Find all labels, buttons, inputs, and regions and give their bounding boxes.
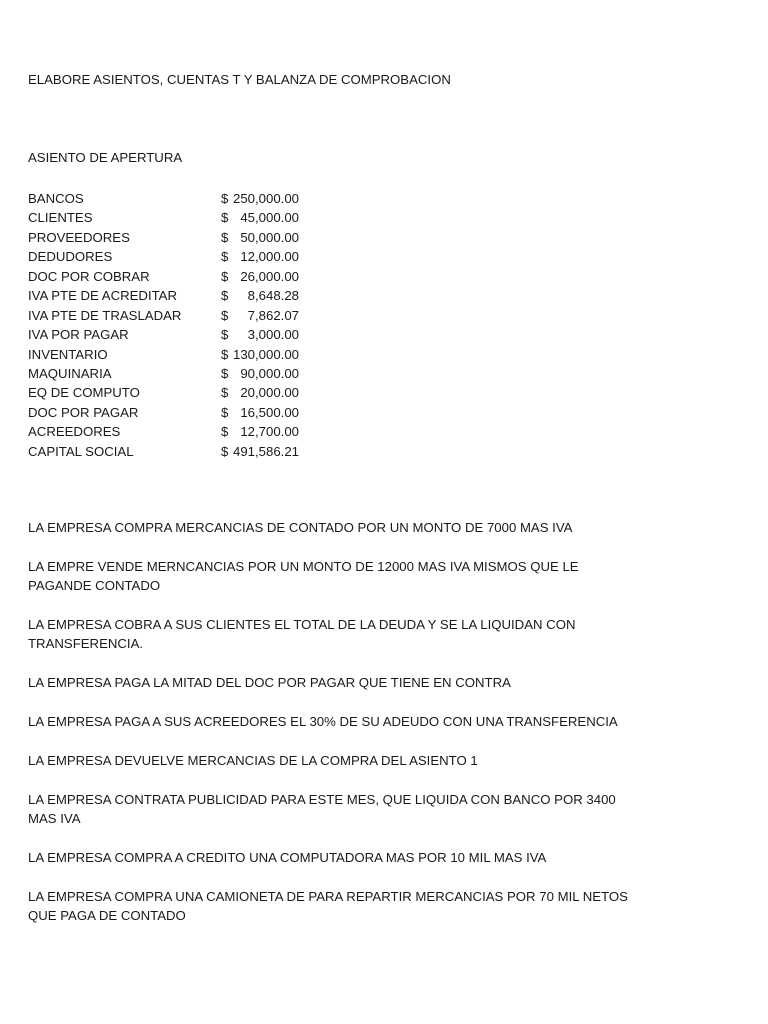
account-name: DOC POR PAGAR	[28, 404, 139, 420]
currency-symbol: $	[221, 327, 229, 343]
account-amount: 45,000.00	[240, 210, 299, 226]
currency-symbol: $	[221, 365, 229, 381]
list-item	[28, 267, 300, 286]
account-name: EQ DE COMPUTO	[28, 385, 140, 401]
list-item	[28, 345, 300, 364]
currency-symbol: $	[221, 346, 229, 362]
account-name: DEDUDORES	[28, 249, 113, 265]
exercise-statement: LA EMPRESA COMPRA UNA CAMIONETA DE PARA REPARTIR MERCANCIAS POR 70 MIL NETOS QUE PAGA DE CONTADO	[28, 888, 628, 923]
account-amount: 20,000.00	[240, 385, 299, 401]
list-item	[28, 364, 300, 383]
exercise-statement: LA EMPRESA COBRA A SUS CLIENTES EL TOTAL DE LA DEUDA Y SE LA LIQUIDAN CON TRANSFERENCIA.	[28, 617, 576, 652]
account-amount: 26,000.00	[240, 268, 299, 284]
account-amount: 130,000.00	[232, 346, 299, 362]
list-item	[28, 403, 300, 422]
account-amount: 12,700.00	[240, 424, 299, 440]
exercise-statement: LA EMPRESA PAGA A SUS ACREEDORES EL 30% DE SU ADEUDO CON UNA TRANSFERENCIA	[28, 714, 618, 729]
account-name: INVENTARIO	[28, 346, 108, 362]
exercise-statement: LA EMPRESA DEVUELVE MERCANCIAS DE LA COMPRA DEL ASIENTO 1	[28, 752, 478, 768]
account-amount: 491,586.21	[232, 443, 299, 459]
account-amount: 3,000.00	[247, 327, 299, 343]
account-amount: 7,862.07	[247, 307, 299, 323]
exercise-statement: LA EMPRE VENDE MERNCANCIAS POR UN MONTO DE 12000 MAS IVA MISMOS QUE LE PAGANDE CONTADO	[28, 558, 579, 594]
account-name: MAQUINARIA	[28, 365, 112, 381]
account-name: PROVEEDORES	[28, 229, 130, 245]
currency-symbol: $	[221, 229, 229, 245]
exercise-statement: LA EMPRESA PAGA LA MITAD DEL DOC POR PAGAR QUE TIENE EN CONTRA	[28, 675, 511, 691]
list-item	[28, 228, 300, 247]
account-amount: 8,648.28	[247, 288, 299, 304]
list-item	[28, 422, 300, 441]
currency-symbol: $	[221, 443, 229, 459]
currency-symbol: $	[221, 424, 229, 440]
exercise-statement: LA EMPRESA CONTRATA PUBLICIDAD PARA ESTE MES, QUE LIQUIDA CON BANCO POR 3400 MAS IVA	[28, 791, 616, 826]
account-name: ACREEDORES	[28, 424, 121, 440]
account-name: IVA PTE DE ACREDITAR	[28, 288, 178, 304]
currency-symbol: $	[221, 288, 229, 304]
list-item	[28, 325, 300, 344]
currency-symbol: $	[221, 191, 229, 206]
section-title-opening-entry: ASIENTO DE APERTURA	[28, 150, 183, 165]
account-amount: 50,000.00	[240, 229, 299, 245]
currency-symbol: $	[221, 307, 229, 323]
account-name: IVA PTE DE TRASLADAR	[28, 307, 182, 323]
account-name: DOC POR COBRAR	[28, 268, 150, 284]
currency-symbol: $	[221, 249, 229, 265]
currency-symbol: $	[221, 404, 229, 420]
currency-symbol: $	[221, 268, 229, 284]
list-item	[28, 247, 300, 266]
exercise-statement: LA EMPRESA COMPRA A CREDITO UNA COMPUTADORA MAS POR 10 MIL MAS IVA	[28, 849, 547, 865]
list-item	[28, 306, 300, 325]
document-title: ELABORE ASIENTOS, CUENTAS T Y BALANZA DE COMPROBACION	[28, 72, 451, 87]
exercise-statements	[28, 518, 638, 945]
account-amount: 16,500.00	[240, 404, 299, 420]
account-amount: 90,000.00	[240, 365, 299, 381]
currency-symbol: $	[221, 210, 229, 226]
opening-entry-list	[28, 189, 300, 461]
account-name: IVA POR PAGAR	[28, 327, 129, 343]
currency-symbol: $	[221, 385, 229, 401]
list-item	[28, 189, 300, 208]
account-name: CAPITAL SOCIAL	[28, 443, 134, 459]
exercise-statement: LA EMPRESA COMPRA MERCANCIAS DE CONTADO POR UN MONTO DE 7000 MAS IVA	[28, 520, 573, 535]
list-item	[28, 286, 300, 305]
account-amount: 12,000.00	[240, 249, 299, 265]
list-item	[28, 383, 300, 402]
list-item	[28, 442, 300, 461]
account-name: CLIENTES	[28, 210, 93, 226]
list-item	[28, 208, 300, 227]
account-amount: 250,000.00	[232, 191, 299, 206]
account-name: BANCOS	[28, 191, 84, 206]
